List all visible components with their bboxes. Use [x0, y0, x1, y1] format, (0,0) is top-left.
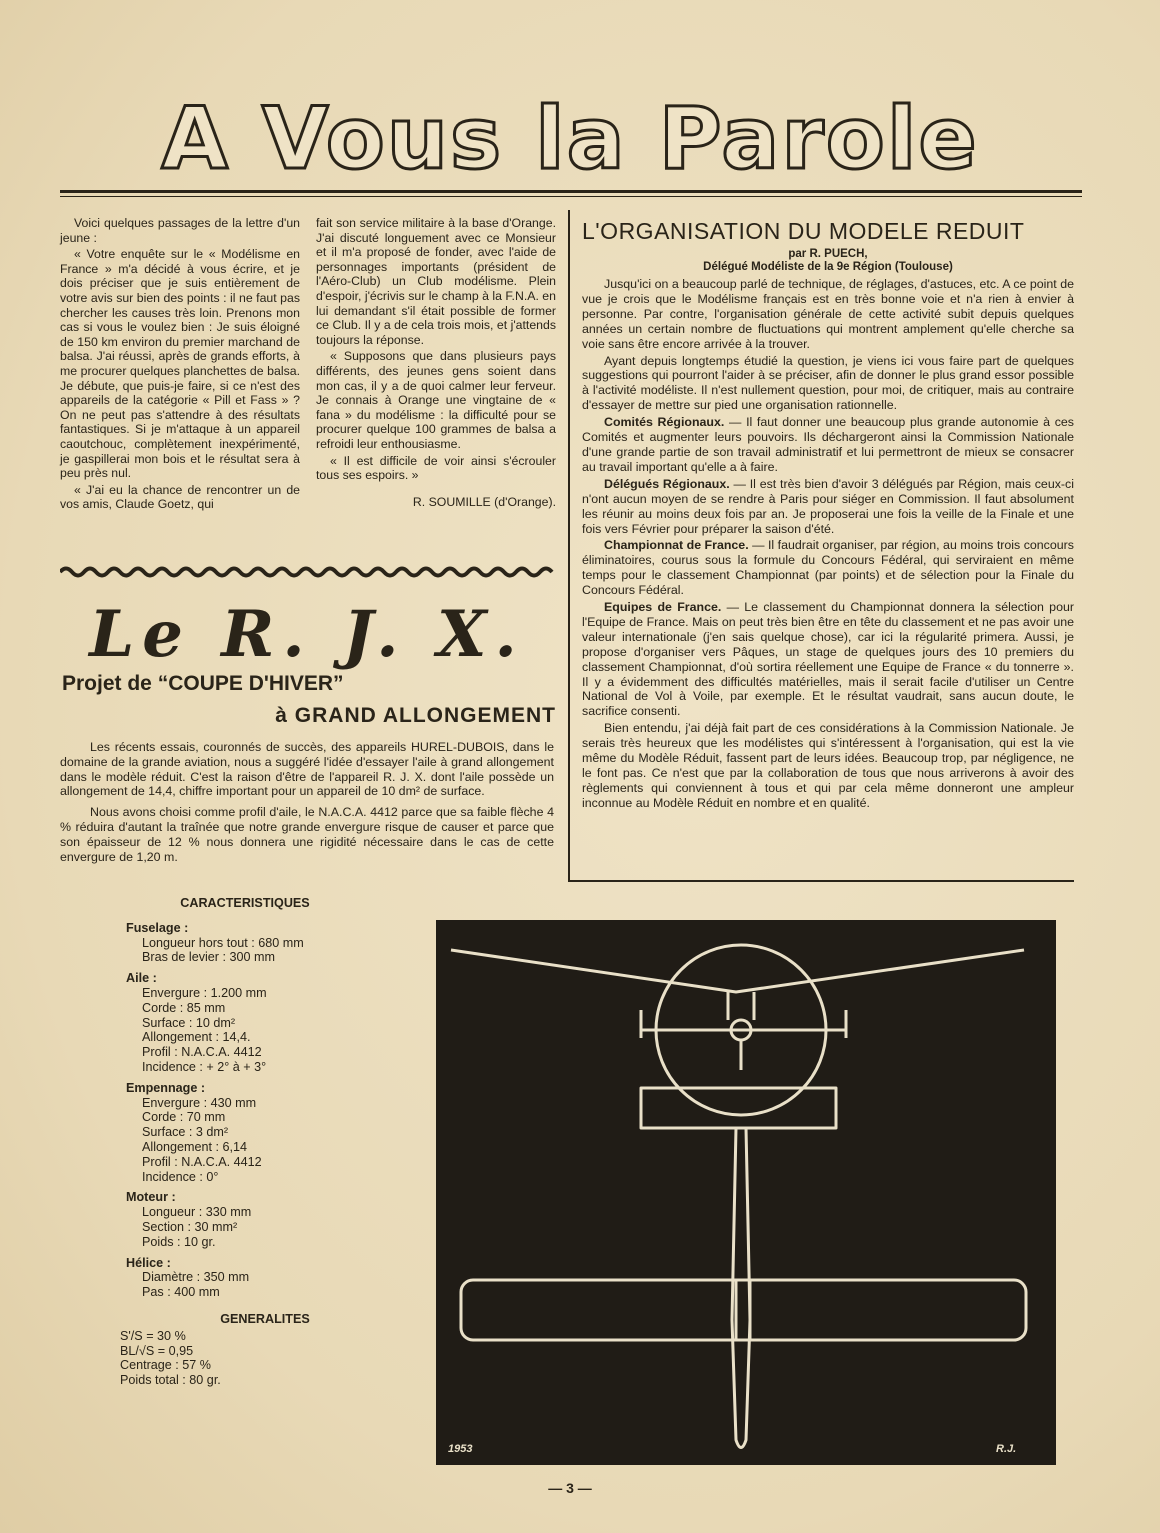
organisation-paragraph — [582, 538, 1074, 598]
letter-paragraph: « Supposons que dans plusieurs pays différents, des jeunes gens soient dans mon cas, il y a de quoi calmer leur ferveur. Je connais à Orange une vingtaine de « fana » du modélisme : la difficulté pour se procurer quelque 100 grammes de balsa a refroidi leur enthousiasme. — [316, 349, 556, 451]
organisation-paragraph: Ayant depuis longtemps étudié la question, je viens ici vous faire part de quelques suggestions qui pourront l'aider à se préciser, afin de donner le plus grand essor possible à l'activité modéliste. Il n'est nullement question, pour moi, de critiquer, mais au contraire d'essayer de mettre sur pied une organisation rationnelle. — [582, 353, 1074, 413]
masthead-rule — [60, 190, 1082, 193]
spec-item: Envergure : 430 mm — [142, 1095, 257, 1110]
spec-item: Profil : N.A.C.A. 4412 — [142, 1045, 262, 1060]
spec-item: Bras de levier : 300 mm — [142, 950, 275, 965]
letter-paragraph: « Il est difficile de voir ainsi s'écrouler tous ses espoirs. » — [316, 453, 556, 483]
paragraph-text: — Il faudrait organiser, par région, au moins trois concours éliminatoires, courus sous la formule du Concours Fédéral, qui serviraient en même temps pour le classement Championnat (par points) et de sélection pour la Finale du Concours Fédéral. — [582, 538, 1074, 598]
paragraph-heading: Championnat de France. — [604, 538, 749, 553]
spec-item: Allongement : 14,4. — [142, 1030, 251, 1045]
paragraph-text: — Il est très bien d'avoir 3 délégués par Région, mais ceux-ci n'ont aucun moyen de se rendre à Paris pour siéger en Commission. Il faut absolument les réunir au moins deux fois par an. Je proposerai une fois la veille de la Finale et une fois vers Février pour préparer la saison d'été. — [582, 476, 1074, 536]
spec-item: Longueur : 330 mm — [142, 1205, 252, 1220]
spec-item: Profil : N.A.C.A. 4412 — [142, 1154, 262, 1169]
spec-item: Incidence : + 2° à + 3° — [142, 1059, 267, 1074]
spec-item: Envergure : 1.200 mm — [142, 985, 267, 1000]
spec-item: Diamètre : 350 mm — [142, 1270, 250, 1285]
rjx-title: Le R. J. X. — [89, 597, 525, 672]
organisation-article — [568, 210, 1074, 882]
paragraph-heading: Délégués Régionaux. — [604, 476, 730, 491]
paragraph-text: — Le classement du Championnat donnera la sélection pour l'Equipe de France. Mais on peut très bien être en tête du classement et ne pas avoir une valeur internationale (j'en sais quelque chose), car ici la régularité primera. Aussi, je propose d'organiser vers Pâques, un stage de quelques jours des 10 premiers du classement Championnat, d'où sortira réellement une Equipe de France « du tonnerre ». Il y a évidemment des difficultés matérielles, mais il serait facile d'utiliser un Centre National de Vol à Voile, par exemple. Et le résultat vaudrait, sans aucun doute, le sacrifice consenti. — [582, 600, 1074, 719]
spec-item: Poids : 10 gr. — [142, 1234, 216, 1249]
organisation-paragraph: Jusqu'ici on a beaucoup parlé de technique, de réglages, d'astuces, etc. A ce point de vue je crois que le Modélisme français est en très bonne voie et n'a rien à envier à personne. Par contre, l'organisation générale de cette activité subit depuis quelques années un certain nombre de fluctuations qui montrent amplement qu'elle cherche sa voie sans être encore arrivée à la trouver. — [582, 277, 1074, 351]
spec-item: Longueur hors tout : 680 mm — [142, 935, 304, 950]
aircraft-plan-drawing — [436, 920, 1056, 1465]
wing — [461, 1280, 1026, 1340]
paragraph-heading: Comités Régionaux. — [604, 415, 725, 430]
paragraph-text: — Il faut donner une beaucoup plus grande autonomie à ces Comités et augmenter leurs pouvoirs. Ils déchargeront ainsi la Commission Nationale d'une grande partie de son travail administratif et lui permettront de mieux se consacrer au travail important qu'elle a à faire. — [582, 415, 1074, 474]
letter-paragraph: « Votre enquête sur le « Modélisme en France » m'a décidé à vous écrire, et je dois préciser que je suis entièrement de votre avis sur bien des points : il ne faut pas chercher les causes très loin. Prenons mon cas si vous le voulez bien : Je suis éloigné de 150 km environ du premier marchand de balsa. J'ai réussi, après de grands efforts, à me procurer quelques planchettes de balsa. Je débute, que puis-je faire, si ce n'est des appareils de la catégorie « Pill et Fass » ? On ne peut pas s'attendre à des résultats fantastiques. Si je m'attaque à un appareil caoutchouc, complètement inexpérimenté, je gaspillerai mon bois et le résultat sera à peu près nul. — [60, 247, 300, 481]
spec-item: Surface : 10 dm² — [142, 1015, 236, 1030]
rjx-subtitle-1: Projet de “COUPE D'HIVER” — [62, 672, 344, 695]
rjx-paragraph: Nous avons choisi comme profil d'aile, le N.A.C.A. 4412 parce que sa faible flèche 4 % réduira d'autant la traînée que notre grande envergure risque de causer et parce que son épaisseur de 12 % nous donnera une rigidité nécessaire dans le cas de cette envergure de 1,20 m. — [60, 805, 554, 864]
aircraft-plan-svg — [436, 920, 1056, 1465]
paragraph-heading: Equipes de France. — [604, 600, 722, 615]
rjx-subtitle-2: à GRAND ALLONGEMENT — [275, 704, 556, 727]
letter-column-2 — [316, 216, 556, 509]
tailplane — [641, 1088, 836, 1128]
spec-item: Pas : 400 mm — [142, 1285, 220, 1300]
spec-section-helice: Hélice : — [126, 1255, 171, 1270]
drawing-initials: R.J. — [996, 1443, 1017, 1455]
organisation-body — [582, 277, 1074, 811]
masthead-title: A Vous la Parole — [161, 89, 979, 189]
wavy-divider — [60, 565, 554, 579]
spec-item: S'/S = 30 % — [120, 1328, 186, 1343]
spec-item: Poids total : 80 gr. — [120, 1373, 221, 1388]
page-number: — 3 — — [548, 1480, 592, 1496]
spec-item: Section : 30 mm² — [142, 1219, 238, 1234]
spec-item: Corde : 70 mm — [142, 1110, 226, 1125]
organisation-paragraph — [582, 415, 1074, 475]
spec-item: Centrage : 57 % — [120, 1358, 212, 1373]
spec-item: Surface : 3 dm² — [142, 1125, 229, 1140]
letter-signature: R. SOUMILLE (d'Orange). — [412, 494, 556, 509]
propeller-blade-line — [451, 950, 1024, 992]
organisation-author-role: Délégué Modéliste de la 9e Région (Toulouse) — [703, 261, 953, 273]
spec-item: Corde : 85 mm — [142, 1000, 226, 1015]
spec-item: BL/√S = 0,95 — [120, 1343, 194, 1358]
organisation-paragraph — [582, 477, 1074, 537]
organisation-paragraph — [582, 600, 1074, 719]
masthead-rule-thin — [60, 196, 1082, 197]
specifications — [120, 896, 420, 1388]
letter-paragraph: fait son service militaire à la base d'Orange. J'ai discuté longuement avec ce Monsieur et il m'a proposé de fonder, avec l'aide de personnages importants (président de l'Aéro-Club) un Club modélisme. Plein d'espoir, j'écrivis sur le champ à la F.N.A. en lui demandant s'il était possible de former ce Club. Il y a de cela trois mois, et j'attends toujours la réponse. — [316, 216, 556, 347]
specs-heading: CARACTERISTIQUES — [180, 896, 310, 910]
rjx-body — [60, 740, 554, 870]
spec-section-fuselage: Fuselage : — [126, 920, 189, 935]
drawing-year: 1953 — [448, 1443, 473, 1455]
organisation-byline: par R. PUECH, — [788, 248, 868, 260]
organisation-paragraph: Bien entendu, j'ai déjà fait part de ces considérations à la Commission Nationale. Je serais très heureux que les modélistes qui s'intéressent à l'organisation, qui est la vie même du Modèle Réduit, fassent part de leurs idées. Beaucoup trop, par négligence, ne le font pas. Ce n'est que par la collaboration de tous que nous arriverons à avoir des règlements qui conviennent à tous et qui par cela même donneront une ampleur inconnue au Modèle Réduit en nombre et en qualité. — [582, 721, 1074, 810]
spec-item: Allongement : 6,14 — [142, 1139, 248, 1154]
spec-section-moteur: Moteur : — [126, 1190, 176, 1205]
spec-section-generalites: GENERALITES — [220, 1311, 310, 1326]
letter-paragraph: « J'ai eu la chance de rencontrer un de vos amis, Claude Goetz, qui — [60, 482, 300, 512]
rjx-paragraph: Les récents essais, couronnés de succès, des appareils HUREL-DUBOIS, dans le domaine de la grande aviation, nous a suggéré l'idée d'essayer l'aile à grand allongement dans le modèle réduit. C'est la raison d'être de l'appareil R. J. X. dont l'aile possède un allongement de 14,4, chiffre important pour un appareil de 10 dm² de surface. — [60, 740, 554, 799]
spec-item: Incidence : 0° — [142, 1169, 219, 1184]
letter-column-1 — [60, 216, 300, 514]
spec-section-aile: Aile : — [126, 971, 157, 986]
spec-section-empennage: Empennage : — [126, 1080, 206, 1095]
letter-paragraph: Voici quelques passages de la lettre d'un jeune : — [60, 216, 300, 245]
organisation-title: L'ORGANISATION DU MODELE REDUIT — [582, 218, 1025, 244]
